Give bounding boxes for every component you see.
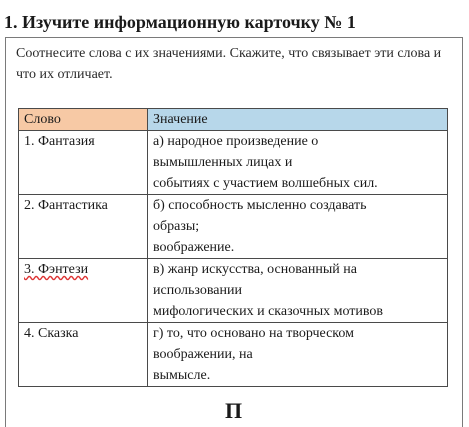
meaning-line: а) народное произведение о	[153, 134, 319, 149]
spellcheck-underlined-word: 3. Фэнтези	[24, 262, 89, 277]
header-word: Слово	[19, 109, 148, 131]
meaning-line: б) способность мысленно создавать	[153, 198, 367, 213]
meaning-line: воображение.	[153, 240, 235, 255]
instruction-text: Соотнесите слова с их значениями. Скажите, что связывает эти слова и что их отличает.	[16, 46, 442, 82]
meaning-line: вымысле.	[153, 368, 211, 383]
next-section-letter: П	[225, 398, 243, 423]
meaning-line: мифологических и сказочных мотивов	[153, 304, 384, 319]
table-row	[19, 195, 448, 259]
meaning-line: использовании	[153, 283, 242, 298]
meaning-line: событиях с участием волшебных сил.	[153, 176, 378, 191]
word-cell: 2. Фантастика	[19, 195, 148, 259]
words-table	[18, 108, 448, 387]
card-heading: 1. Изучите информационную карточку № 1	[4, 12, 356, 32]
word-cell	[19, 259, 148, 323]
meaning-cell	[148, 323, 448, 387]
table-row	[19, 323, 448, 387]
meaning-line: вымышленных лицах и	[153, 155, 293, 170]
meaning-cell	[148, 259, 448, 323]
meaning-cell	[148, 195, 448, 259]
meaning-line: образы;	[153, 219, 200, 234]
info-card	[5, 37, 463, 427]
meaning-cell	[148, 131, 448, 195]
table-row	[19, 259, 448, 323]
meaning-line: воображении, на	[153, 347, 253, 362]
table-row	[19, 131, 448, 195]
meaning-line: г) то, что основано на творческом	[153, 326, 354, 341]
header-meaning: Значение	[148, 109, 448, 131]
word-cell: 1. Фантазия	[19, 131, 148, 195]
meaning-line: в) жанр искусства, основанный на	[153, 262, 357, 277]
table-header-row	[19, 109, 448, 131]
word-cell: 4. Сказка	[19, 323, 148, 387]
